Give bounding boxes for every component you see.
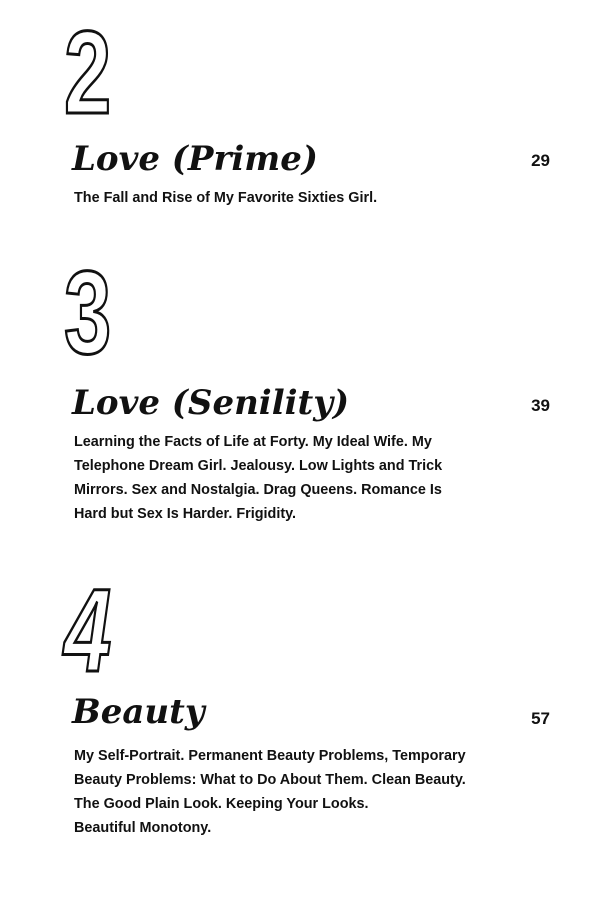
description-line: My Self-Portrait. Permanent Beauty Problems, Temporary	[74, 748, 466, 764]
description-line: Beautiful Monotony.	[74, 820, 212, 836]
chapter-title: Beauty	[72, 692, 205, 732]
chapter-description	[74, 430, 574, 526]
chapter-title: Love (Prime)	[72, 139, 318, 179]
description-line: Mirrors. Sex and Nostalgia. Drag Queens. Romance Is	[74, 482, 442, 498]
chapter-description	[74, 186, 574, 210]
description-line: Beauty Problems: What to Do About Them. Clean Beauty.	[74, 772, 466, 788]
page-number: 29	[531, 151, 550, 170]
chapter-title: Love (Senility)	[72, 383, 350, 423]
page-number: 57	[531, 709, 550, 728]
page-number: 39	[531, 396, 550, 415]
chapter-number: 2	[64, 7, 112, 139]
description-line: Hard but Sex Is Harder. Frigidity.	[74, 506, 297, 522]
chapter-number: 4	[64, 565, 112, 697]
chapter-number: 3	[64, 247, 112, 379]
description-line: Telephone Dream Girl. Jealousy. Low Lights and Trick	[74, 458, 443, 474]
description-line: The Fall and Rise of My Favorite Sixties Girl.	[74, 190, 378, 206]
chapter-description	[74, 744, 574, 840]
description-line: Learning the Facts of Life at Forty. My Ideal Wife. My	[74, 434, 432, 450]
description-line: The Good Plain Look. Keeping Your Looks.	[74, 796, 369, 812]
